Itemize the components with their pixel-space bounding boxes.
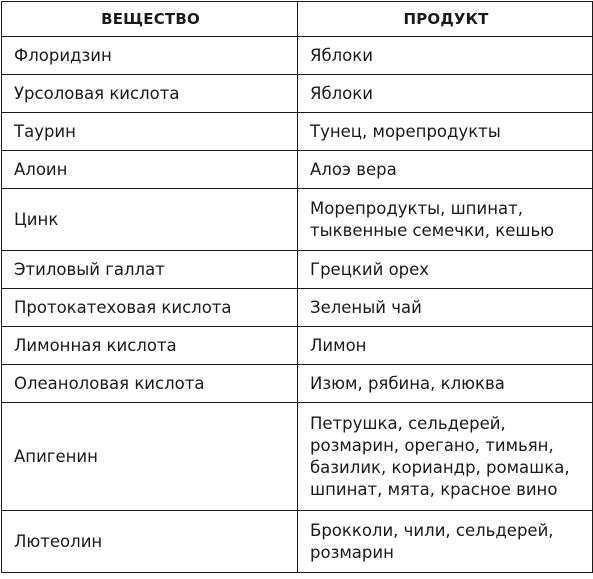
product-cell: Изюм, рябина, клюква (298, 365, 593, 403)
product-cell: Алоэ вера (298, 151, 593, 189)
substance-cell: Этиловый галлат (2, 251, 298, 289)
table-row (2, 289, 593, 327)
product-cell: Зеленый чай (298, 289, 593, 327)
product-cell: Яблоки (298, 37, 593, 75)
product-cell: Яблоки (298, 75, 593, 113)
table-row (2, 327, 593, 365)
substance-cell: Лютеолин (2, 511, 298, 573)
substance-cell: Лимонная кислота (2, 327, 298, 365)
substance-cell: Протокатеховая кислота (2, 289, 298, 327)
product-cell: Грецкий орех (298, 251, 593, 289)
substance-cell: Алоин (2, 151, 298, 189)
substance-cell: Цинк (2, 189, 298, 251)
table-header-row (2, 2, 593, 37)
substance-cell: Урсоловая кислота (2, 75, 298, 113)
product-cell: Морепродукты, шпинат, тыквенные семечки, кешью (298, 189, 593, 251)
substance-cell: Олеаноловая кислота (2, 365, 298, 403)
substance-product-table (1, 1, 593, 573)
table-row (2, 403, 593, 511)
product-cell: Брокколи, чили, сельдерей, розмарин (298, 511, 593, 573)
substance-cell: Апигенин (2, 403, 298, 511)
table-row (2, 75, 593, 113)
product-cell: Тунец, морепродукты (298, 113, 593, 151)
header-product: ПРОДУКТ (298, 2, 593, 37)
product-cell: Лимон (298, 327, 593, 365)
table-row (2, 37, 593, 75)
table-row (2, 189, 593, 251)
substance-cell: Таурин (2, 113, 298, 151)
table-row (2, 113, 593, 151)
header-substance: ВЕЩЕСТВО (2, 2, 298, 37)
substance-cell: Флоридзин (2, 37, 298, 75)
product-cell: Петрушка, сельдерей, розмарин, орегано, тимьян, базилик, кориандр, ромашка, шпинат, мята, красное вино (298, 403, 593, 511)
table-row (2, 365, 593, 403)
table-row (2, 251, 593, 289)
table-row (2, 151, 593, 189)
table-row (2, 511, 593, 573)
